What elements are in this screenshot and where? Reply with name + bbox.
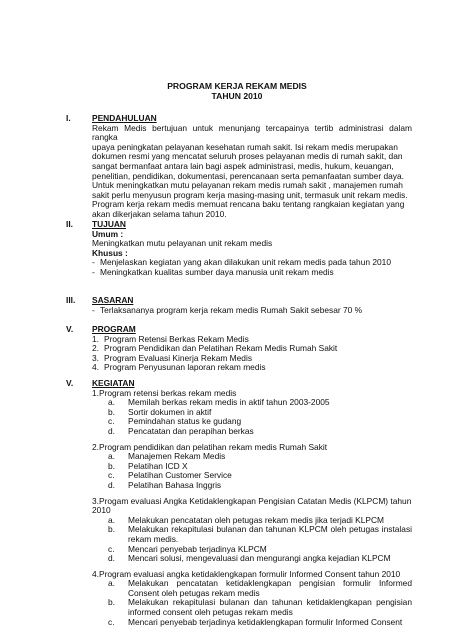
list-item — [108, 579, 412, 598]
group-title: 3.Progam evaluasi Angka Ketidaklengkapan Pengisian Catatan Medis (KLPCM) tahun 2010 — [92, 495, 412, 516]
paragraph-line: dokumen resmi yang mencatat seluruh proses pelayanan medis di rumah sakit, dan — [92, 151, 403, 162]
list-item-text: Pelatihan Bahasa Inggris — [128, 479, 222, 490]
list-item-text: Program Penyusunan laporan rekam medis — [104, 362, 266, 373]
list-item-text: Pelatihan ICD X — [128, 460, 188, 471]
list-item-text: Mencari solusi, mengevaluasi dan mengurangi angka kejadian KLPCM — [128, 553, 391, 564]
paragraph-line: sangat bermanfaat antara lain bagi aspek administrasi, medis, hukum, keuangan, — [92, 160, 394, 171]
section-pendahuluan — [66, 114, 412, 220]
paragraph-line: upaya peningkatan pelayanan kesehatan rumah sakit. Isi rekam medis merupakan — [92, 141, 398, 152]
section-number: I. — [66, 113, 71, 123]
section-title: PROGRAM — [92, 324, 136, 334]
item-number: 1. — [92, 333, 99, 344]
section-program — [66, 325, 412, 373]
section-tujuan — [66, 220, 412, 278]
dash-bullet: - — [92, 304, 95, 315]
item-letter: c. — [108, 416, 115, 427]
section-number: V. — [66, 378, 74, 388]
section-sasaran — [66, 296, 412, 315]
sub-list — [92, 516, 412, 564]
item-letter: b. — [108, 460, 115, 471]
item-letter: c. — [108, 470, 115, 481]
list-item — [108, 598, 412, 617]
section-kegiatan — [66, 379, 412, 633]
paragraph-line: Rekam Medis bertujuan untuk menunjang tercapainya tertib administrasi dalam rangka — [92, 122, 412, 143]
item-letter: b. — [108, 524, 115, 535]
list-item-text: Mencari penyebab terjadinya KLPCM — [128, 543, 267, 554]
list-item — [108, 525, 412, 544]
section-number: II. — [66, 219, 73, 229]
paragraph-line: sakit perlu menyusun program kerja masing-masing unit, termasuk unit rekam medis. — [92, 189, 408, 200]
list-item-text: Pencatatan dan perapihan berkas — [128, 425, 254, 436]
group-title: 4.Program evaluasi angka ketidaklengkapan formulir Informed Consent tahun 2010 — [92, 568, 401, 579]
paragraph-line: penelitian, pendidikan, dokumentasi, perencanaan serta pemanfaatan sumber daya. — [92, 170, 404, 181]
item-letter: d. — [108, 425, 115, 436]
dash-bullet: - — [92, 257, 95, 268]
item-number: 3. — [92, 352, 99, 363]
list-item-text: Program Retensi Berkas Rekam Medis — [104, 333, 249, 344]
khusus-label: Khusus : — [92, 247, 128, 258]
item-letter: a. — [108, 451, 115, 462]
list-item — [92, 363, 412, 373]
document-subtitle: TAHUN 2010 — [211, 91, 263, 101]
activity-group — [92, 443, 412, 491]
item-letter: c. — [108, 616, 115, 627]
list-item-text: Pemindahan status ke gudang — [128, 416, 242, 427]
item-letter: a. — [108, 397, 115, 408]
list-item-text: Meningkatkan kualitas sumber daya manusia unit rekam medis — [100, 266, 334, 277]
list-item-text: Melakukan pencatatan oleh petugas rekam medis jika terjadi KLPCM — [128, 514, 385, 525]
list-item-text: Sortir dokumen in aktif — [128, 406, 212, 417]
section-body — [66, 335, 412, 373]
section-body — [66, 389, 412, 628]
list-item-text: Program Evaluasi Kinerja Rekam Medis — [104, 352, 253, 363]
item-number: 4. — [92, 362, 99, 373]
section-title: SASARAN — [92, 295, 134, 305]
item-letter: a. — [108, 578, 115, 589]
item-letter: b. — [108, 406, 115, 417]
list-item-text: Terlaksananya program kerja rekam medis Rumah Sakit sebesar 70 % — [100, 304, 363, 315]
dash-bullet: - — [92, 266, 95, 277]
section-title: PENDAHULUAN — [92, 113, 157, 123]
item-letter: d. — [108, 479, 115, 490]
paragraph-line: Program kerja rekam medis memuat rencana baku tentang rangkaian kegiatan yang — [92, 199, 405, 210]
activity-group — [92, 570, 412, 628]
list-item-text: Melakukan pencatatan ketidaklengkapan pengisian formulir Informed Consent oleh petugas rekam medis — [128, 578, 412, 598]
list-item-text: Pelatihan Customer Service — [128, 470, 232, 481]
list-item-text: Program Pendidikan dan Pelatihan Rekam Medis Rumah Sakit — [104, 343, 338, 354]
list-item-text: Memilah berkas rekam medis in aktif tahun 2003-2005 — [128, 397, 330, 408]
item-number: 2. — [92, 343, 99, 354]
list-item-text: Melakukan rekapitulasi bulanan dan tahunan KLPCM oleh petugas instalasi rekam medis. — [128, 524, 412, 544]
sub-list — [92, 398, 412, 436]
section-number: V. — [66, 324, 74, 334]
section-body — [66, 306, 412, 316]
list-item-text: Menjelaskan kegiatan yang akan dilakukan unit rekam medis pada tahun 2010 — [100, 257, 391, 268]
list-item — [92, 268, 412, 278]
item-letter: a. — [108, 514, 115, 525]
list-item-text: Melakukan rekapitulasi bulanan dan tahunan ketidaklengkapan pengisian informed consent oleh petugas rekam medis — [128, 597, 412, 618]
list-item — [108, 481, 412, 491]
sub-list — [92, 452, 412, 490]
item-letter: d. — [108, 553, 115, 564]
activity-group — [92, 389, 412, 437]
group-title: 2.Program pendidikan dan pelatihan rekam medis Rumah Sakit — [92, 441, 328, 452]
item-letter: c. — [108, 543, 115, 554]
list-item-text: Mencari penyebab terjadinya ketidaklengkapan formulir Informed Consent — [128, 616, 403, 627]
section-title: TUJUAN — [92, 219, 126, 229]
section-title: KEGIATAN — [92, 378, 135, 388]
umum-text: Meningkatkan mutu pelayanan unit rekam medis — [92, 238, 273, 249]
group-title: 1.Program retensi berkas rekam medis — [92, 387, 237, 398]
list-item — [92, 306, 412, 316]
paragraph-line: akan dikerjakan selama tahun 2010. — [92, 208, 227, 219]
list-item-text: Manajemen Rekam Medis — [128, 451, 226, 462]
list-item — [108, 618, 412, 628]
paragraph-line: Untuk meningkatkan mutu pelayanan rekam medis rumah sakit , manajemen rumah — [92, 180, 403, 191]
section-number: III. — [66, 295, 76, 305]
section-body — [66, 230, 412, 278]
document-title: PROGRAM KERJA REKAM MEDIS — [167, 81, 307, 91]
list-item — [108, 554, 412, 564]
sub-list — [92, 579, 412, 627]
section-paragraph — [66, 124, 412, 220]
item-letter: b. — [108, 597, 115, 608]
list-item — [108, 427, 412, 437]
activity-group — [92, 497, 412, 564]
umum-label: Umum : — [92, 228, 124, 239]
